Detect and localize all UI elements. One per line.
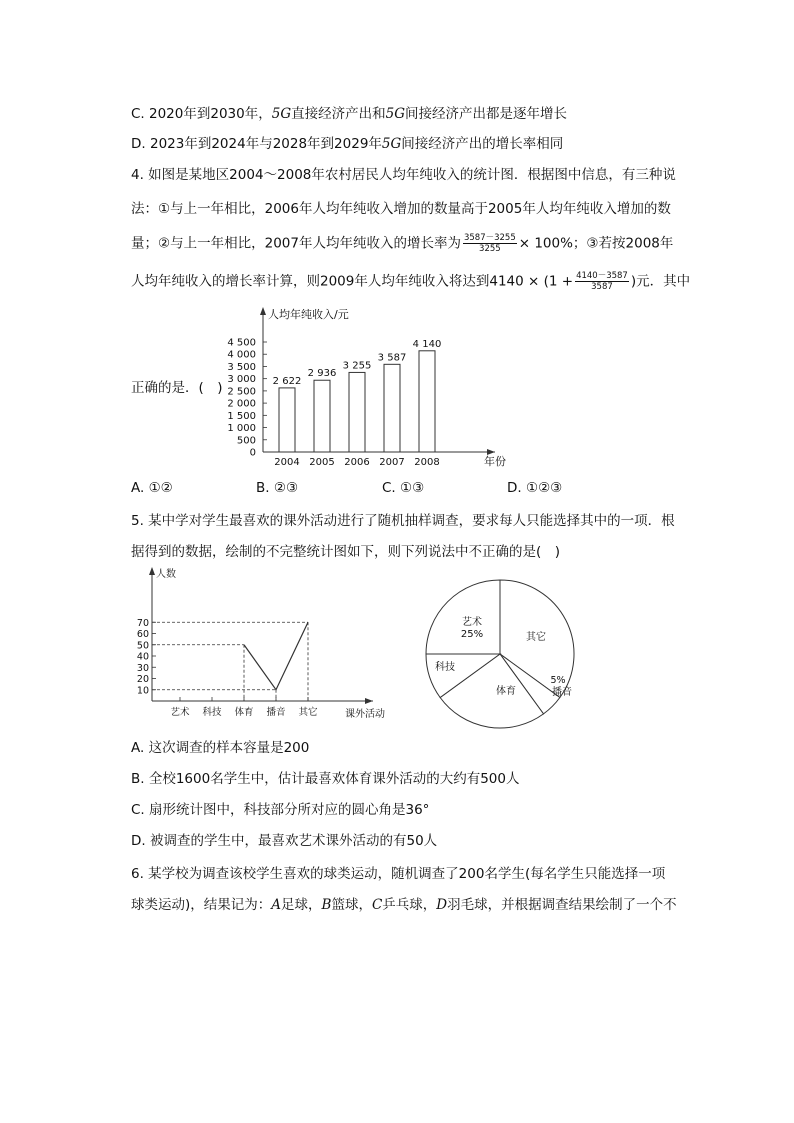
y-tick-label: 60 [136, 629, 149, 640]
x-axis-arrow [365, 698, 373, 704]
y-tick-label: 40 [136, 651, 149, 663]
y-tick-label: 10 [136, 685, 149, 697]
q4-option-d: D. ①②③ [507, 480, 563, 496]
y-axis-label: 人数 [156, 569, 176, 580]
q4-option-a: A. ①② [131, 480, 173, 496]
bar [384, 364, 400, 452]
y-axis-arrow [260, 307, 266, 315]
data-line [244, 622, 308, 690]
y-tick-label: 20 [136, 674, 149, 685]
y-tick-label: 4 000 [227, 349, 256, 361]
bar [419, 351, 435, 452]
q4-line-4: 人均年纯收入的增长率计算，则2009年人均年纯收入将达到4140 × (1 + $\frac{4140-3587}{3587}$ )元．其中 [131, 271, 691, 292]
y-tick-label: 70 [136, 617, 149, 629]
x-tick-label: 体育 [234, 707, 254, 718]
pie-slice-label: 科技 [435, 662, 455, 673]
fraction-2: $\frac{4140-3587}{3587}$ [576, 271, 628, 292]
x-tick-label: 2008 [414, 457, 440, 468]
y-tick-label: 3 000 [227, 374, 256, 386]
activity-line-chart [135, 565, 395, 730]
q6-line-1: 6. 某学校为调查该校学生喜欢的球类运动，随机调查了200名学生(每名学生只能选择一项 [131, 866, 666, 882]
y-tick-label: 3 500 [227, 361, 256, 373]
bar [279, 388, 295, 452]
q5-line-1: 5. 某中学对学生最喜欢的课外活动进行了随机抽样调查，要求每人只能选择其中的一项．根 [131, 513, 675, 529]
q5-option-b: B. 全校1600名学生中，估计最喜欢体育课外活动的大约有500人 [131, 771, 520, 787]
q4-line-2: 法：①与上一年相比，2006年人均年纯收入增加的数量高于2005年人均年纯收入增加的数 [131, 201, 671, 217]
y-axis-arrow [149, 567, 155, 575]
fraction-1: $\frac{3587-3255}{3255}$ [463, 233, 516, 254]
y-axis-label: 人均年纯收入/元 [268, 308, 349, 321]
pie-slice-label: 艺术 [462, 617, 482, 628]
y-tick-label: 30 [136, 662, 149, 674]
q5-line-2: 据得到的数据，绘制的不完整统计图如下，则下列说法中不正确的是( ) [131, 544, 561, 560]
x-axis-label: 年份 [484, 455, 506, 468]
income-bar-chart [225, 307, 515, 467]
pie-slice-label: 其它 [526, 632, 546, 643]
q3-option-d: D. 2023年到2024年与2028年到2029年5G间接经济产出的增长率相同 [131, 136, 564, 152]
x-tick-label: 科技 [202, 707, 222, 718]
pie-slice-percent: 5% [550, 675, 566, 686]
pie-slice-percent: 25% [460, 629, 484, 640]
q4-option-b: B. ②③ [256, 480, 299, 496]
y-tick-label: 1 000 [227, 423, 256, 435]
bar-value-label: 3 587 [377, 352, 407, 364]
x-tick-label: 2007 [379, 457, 405, 468]
bar-value-label: 2 622 [272, 375, 302, 387]
x-tick-label: 2005 [309, 457, 335, 468]
q4-line-5: 正确的是．( ) [131, 380, 223, 396]
x-tick-label: 艺术 [170, 707, 190, 718]
q4-option-c: C. ①③ [382, 480, 425, 496]
y-tick-label: 0 [249, 447, 256, 459]
x-tick-label: 2006 [344, 457, 370, 468]
y-tick-label: 1 500 [227, 410, 256, 422]
q4-line-1: 4. 如图是某地区2004～2008年农村居民人均年纯收入的统计图．根据图中信息，有三种说 [131, 167, 676, 183]
q5-option-a: A. 这次调查的样本容量是200 [131, 740, 310, 756]
y-tick-label: 4 500 [227, 337, 256, 349]
bar-value-label: 4 140 [412, 338, 442, 350]
y-tick-label: 500 [236, 435, 256, 447]
q5-option-c: C. 扇形统计图中，科技部分所对应的圆心角是36° [131, 802, 430, 818]
pie-slice-label: 体育 [496, 686, 516, 697]
activity-pie-chart [420, 565, 580, 735]
bar-value-label: 3 255 [342, 360, 372, 372]
y-tick-label: 2 500 [227, 386, 256, 398]
bar [314, 380, 330, 452]
bar [349, 372, 365, 452]
q3-option-c: C. 2020年到2030年，5G直接经济产出和5G间接经济产出都是逐年增长 [131, 106, 567, 122]
bar-value-label: 2 936 [307, 368, 337, 380]
q5-option-d: D. 被调查的学生中，最喜欢艺术课外活动的有50人 [131, 833, 438, 849]
q4-line-3: 量；②与上一年相比，2007年人均年纯收入的增长率为 $\frac{3587-3255}{3255}$ × 100%；③若按2008年 [131, 233, 674, 254]
q6-line-2: 球类运动)，结果记为：A足球，B篮球，C乒乓球，D羽毛球，并根据调查结果绘制了一个不 [131, 897, 677, 913]
pie-slice-label: 播音 [552, 687, 572, 698]
y-tick-label: 2 000 [227, 398, 256, 410]
x-tick-label: 其它 [298, 707, 318, 718]
y-tick-label: 50 [136, 640, 149, 652]
x-tick-label: 播音 [266, 707, 286, 718]
x-tick-label: 2004 [274, 457, 300, 468]
x-axis-label: 课外活动 [345, 709, 385, 720]
